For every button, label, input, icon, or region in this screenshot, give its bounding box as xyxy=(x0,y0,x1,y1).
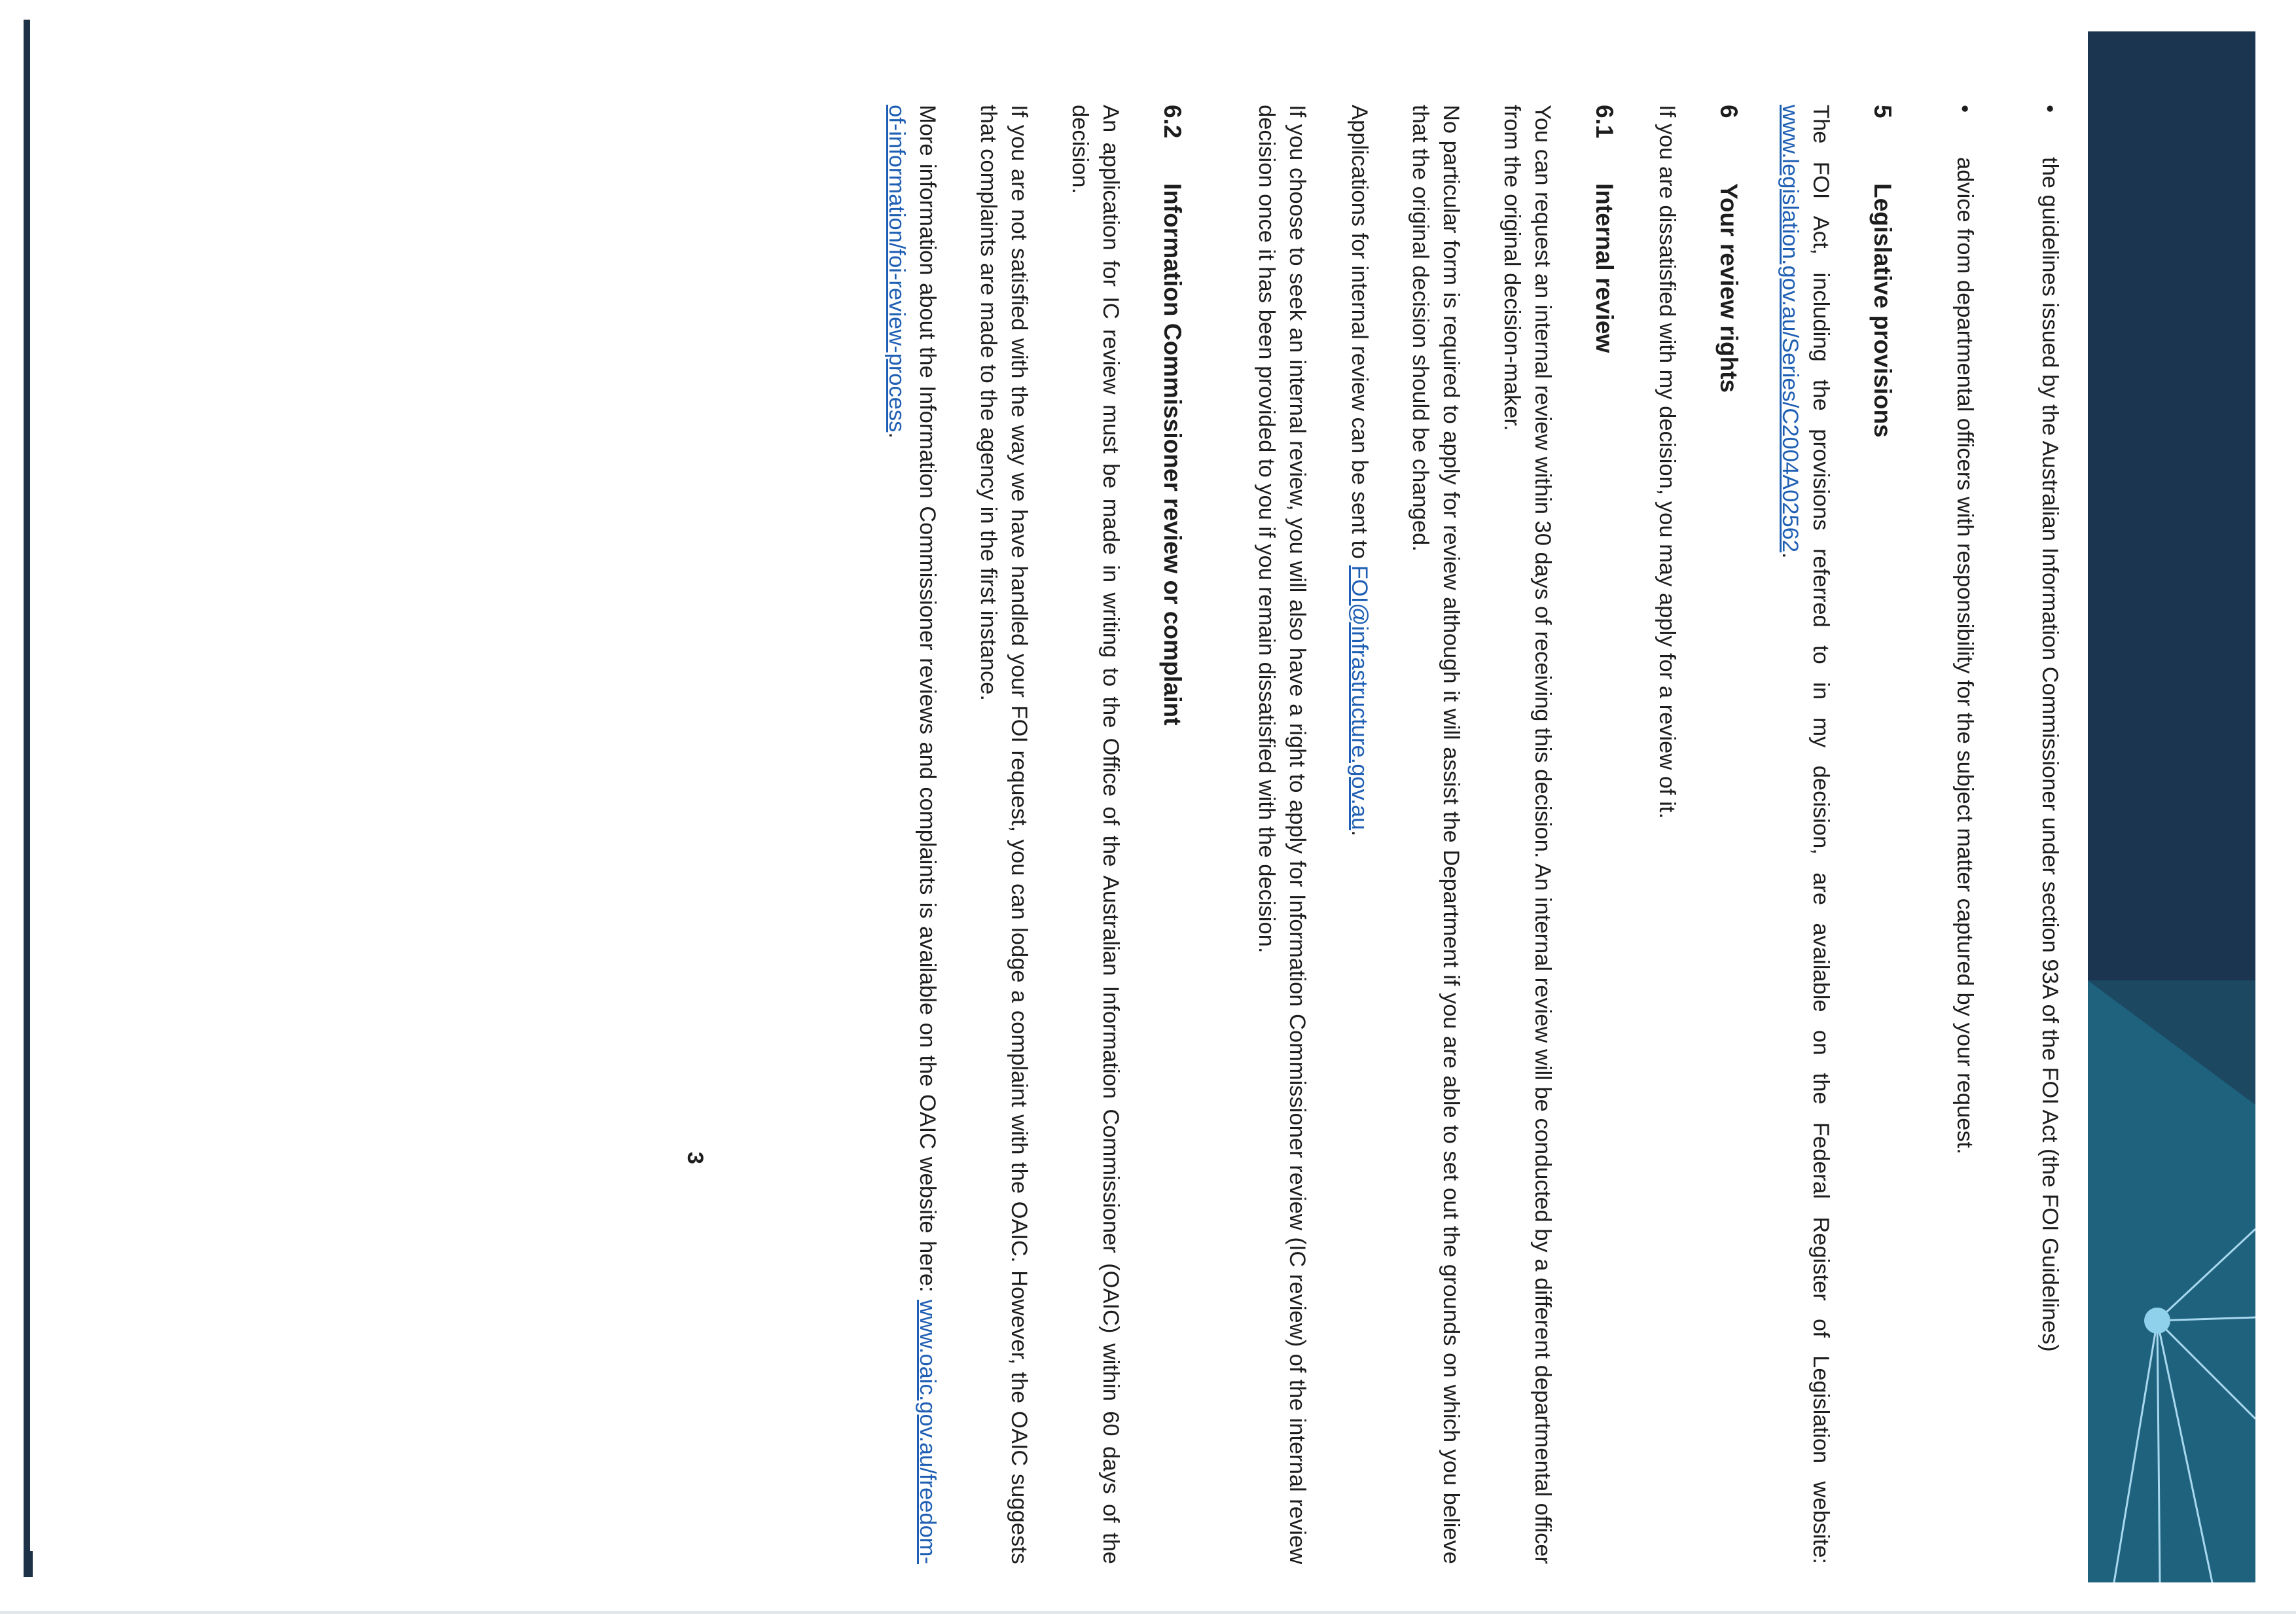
list-item-text: the guidelines issued by the Australian Information Commissioner under section 93A of the FOI Act (the FOI Guidelines) xyxy=(2037,157,2062,1352)
paragraph-text: Applications for internal review can be sent to xyxy=(1347,105,1372,565)
list-item xyxy=(1949,105,1980,1597)
decorative-banner xyxy=(2088,31,2255,1582)
scan-edge-line xyxy=(0,1611,2296,1614)
paragraph-text: The FOI Act, including the provisions referred to in my decision, are available on the Federal Register of Legislation website: xyxy=(1808,105,1833,1564)
review-rights-paragraph: If you are dissatisfied with my decision, you may apply for a review of it. xyxy=(1655,105,1679,819)
list-item xyxy=(2034,105,2065,1597)
section-number: 6.2 xyxy=(1159,105,1186,139)
internal-review-paragraph-2: No particular form is required to apply for review although it will assist the Department if you are able to set out the grounds on which you believe that the original decision should be changed. xyxy=(1408,105,1463,1564)
internal-review-paragraph-3 xyxy=(1344,105,1374,1564)
document-page xyxy=(683,105,2065,1610)
paragraph-text: . xyxy=(1778,552,1803,559)
bullet-icon: • xyxy=(2037,105,2062,113)
left-margin-rule-cap xyxy=(24,1551,33,1577)
section-title: Legislative provisions xyxy=(1869,183,1896,438)
bullet-icon: • xyxy=(1952,105,1977,113)
section-title: Information Commissioner review or complaint xyxy=(1159,183,1186,726)
foi-email-link[interactable]: FOI@infrastructure.gov.au xyxy=(1347,565,1372,830)
ic-review-paragraph-3 xyxy=(881,105,942,1564)
paragraph-text: More information about the Information Commissioner reviews and complaints is available on the OAIC website here: xyxy=(915,105,940,1300)
paragraph-text: . xyxy=(1347,830,1372,836)
section-number: 6.1 xyxy=(1591,105,1618,139)
legislation-link[interactable]: www.legislation.gov.au/Series/C2004A02562 xyxy=(1778,105,1803,553)
ic-review-paragraph-2: If you are not satisfied with the way we have handled your FOI request, you can lodge a complaint with the OAIC. However, the OAIC suggests that complaints are made to the agency in the first instance. xyxy=(976,105,1031,1564)
section-heading-internal-review xyxy=(1589,105,1620,353)
list-item-text: advice from departmental officers with responsibility for the subject matter captured by your request. xyxy=(1952,157,1977,1154)
section-heading-review-rights xyxy=(1713,105,1744,393)
section-heading-legislative xyxy=(1867,105,1898,438)
page-number: 3 xyxy=(683,1152,708,1164)
section-number: 6 xyxy=(1715,105,1742,118)
section-number: 5 xyxy=(1869,105,1896,118)
legislative-paragraph xyxy=(1774,105,1836,1564)
network-node-icon xyxy=(2144,1308,2170,1334)
oaic-website-link[interactable]: www.oaic.gov.au/freedom-of-information/foi-review-process xyxy=(884,105,940,1564)
paragraph-text: . xyxy=(884,432,909,439)
section-title: Your review rights xyxy=(1715,183,1742,393)
internal-review-paragraph-4: If you choose to seek an internal review, you will also have a right to apply for Information Commissioner review (IC review) of the internal review decision once it has been provided to you if you remain dissatisfied with the decision. xyxy=(1254,105,1310,1564)
internal-review-paragraph-1: You can request an internal review within 30 days of receiving this decision. An internal review will be conducted by a different departmental officer from the original decision-maker. xyxy=(1499,105,1555,1564)
ic-review-paragraph-1: An application for IC review must be made in writing to the Office of the Australian Information Commissioner (OAIC) within 60 days of the decision. xyxy=(1067,105,1123,1564)
section-title: Internal review xyxy=(1591,183,1618,353)
left-margin-rule xyxy=(24,20,30,1577)
section-heading-ic-review xyxy=(1157,105,1188,726)
